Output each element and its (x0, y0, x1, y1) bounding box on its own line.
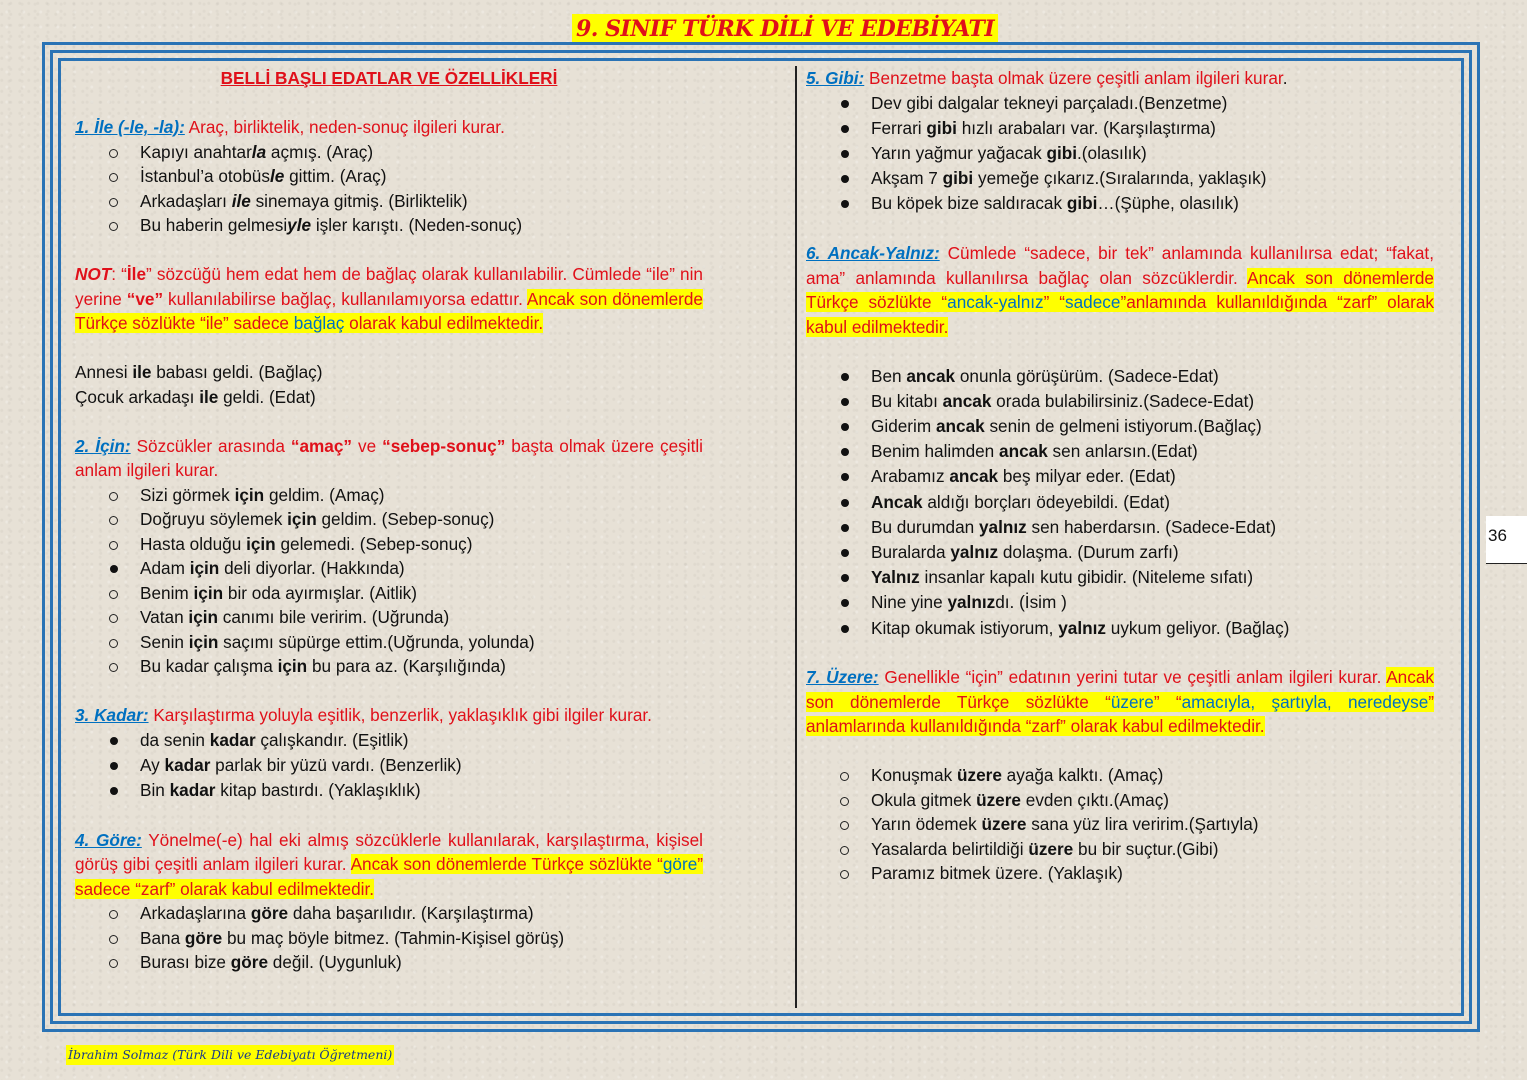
list-item: Ferrari gibi hızlı arabaları var. (Karşılaştırma) (806, 116, 1434, 141)
ile-examples (75, 140, 703, 238)
list-item: Kapıyı anahtarla açmış. (Araç) (75, 140, 703, 165)
page-title: 9. SINIF TÜRK DİLİ VE EDEBİYATI (572, 14, 998, 44)
ile-description: Araç, birliktelik, neden-sonuç ilgileri kurar. (184, 117, 505, 137)
ile-heading: 1. İle (-le, -la): (75, 117, 185, 137)
icin-definition: 2. İçin: Sözcükler arasında “amaç” ve “sebep-sonuç” başta olmak üzere çeşitli anlam ilgileri kurar. (75, 435, 703, 480)
list-item: Vatan için canımı bile veririm. (Uğrunda) (75, 605, 703, 630)
gore-examples (75, 901, 703, 975)
list-item: Arkadaşlarına göre daha başarılıdır. (Karşılaştırma) (75, 901, 703, 926)
author-footer: İbrahim Solmaz (Türk Dili ve Edebiyatı Öğretmeni) (66, 1045, 394, 1065)
uzere-heading: 7. Üzere: (806, 667, 879, 688)
list-item: Akşam 7 gibi yemeğe çıkarız.(Sıralarında, yaklaşık) (806, 166, 1434, 191)
list-item: Benim halimden ancak sen anlarsın.(Edat) (806, 439, 1434, 464)
list-item: Ancak aldığı borçları ödeyebildi. (Edat) (806, 490, 1434, 515)
list-item: Giderim ancak senin de gelmeni istiyorum.(Bağlaç) (806, 414, 1434, 439)
icin-heading: 2. İçin: (75, 435, 131, 456)
ancak-yalniz-definition: 6. Ancak-Yalnız: Cümlede “sadece, bir tek” anlamında kullanılırsa edat; “fakat, ama” anlamında kullanılırsa bağlaç olan sözcüklerdir. Ancak son dönemlerde Türkçe sözlükte “ancak-yalnız” “sadece”anlamında kullanıldığında “zarf” olarak kabul edilmektedir. (806, 243, 1434, 337)
kadar-definition: 3. Kadar: Karşılaştırma yoluyla eşitlik, benzerlik, yaklaşıklık gibi ilgiler kurar. (75, 705, 652, 725)
list-item: Bu köpek bize saldıracak gibi…(Şüphe, olasılık) (806, 191, 1434, 216)
list-item: Nine yine yalnızdı. (İsim ) (806, 590, 1434, 615)
list-item: Kitap okumak istiyorum, yalnız uykum geliyor. (Bağlaç) (806, 616, 1434, 641)
uzere-definition: 7. Üzere: Genellikle “için” edatının yerini tutar ve çeşitli anlam ilgileri kurar. Ancak son dönemlerde Türkçe sözlükte “üzere” “amacıyla, şartıyla, neredeyse” anlamlarında kullanıldığında “zarf” olarak kabul edilmektedir. (806, 667, 1434, 737)
list-item: Bu kitabı ancak orada bulabilirsiniz.(Sadece-Edat) (806, 389, 1434, 414)
ile-definition (75, 115, 703, 140)
page-number: 36 (1486, 516, 1527, 564)
note-label: NOT (75, 264, 112, 284)
list-item: Dev gibi dalgalar tekneyi parçaladı.(Benzetme) (806, 91, 1434, 116)
list-item: Yasalarda belirtildiği üzere bu bir suçtur.(Gibi) (806, 837, 1434, 862)
list-item: Konuşmak üzere ayağa kalktı. (Amaç) (806, 763, 1434, 788)
plain-example: Çocuk arkadaşı ile geldi. (Edat) (75, 386, 316, 407)
icin-examples (75, 483, 703, 679)
list-item: Doğruyu söylemek için geldim. (Sebep-sonuç) (75, 507, 703, 532)
uzere-examples (806, 763, 1434, 886)
ancak-yalniz-examples (806, 364, 1434, 641)
list-item: Yarın yağmur yağacak gibi.(olasılık) (806, 141, 1434, 166)
list-item: da senin kadar çalışkandır. (Eşitlik) (75, 728, 703, 753)
list-item: Bu durumdan yalnız sen haberdarsın. (Sadece-Edat) (806, 515, 1434, 540)
list-item: Ben ancak onunla görüşürüm. (Sadece-Edat) (806, 364, 1434, 389)
gibi-heading: 5. Gibi: (806, 68, 865, 88)
list-item: Yalnız insanlar kapalı kutu gibidir. (Niteleme sıfatı) (806, 565, 1434, 590)
list-item: Hasta olduğu için gelemedi. (Sebep-sonuç) (75, 532, 703, 557)
list-item: Sizi görmek için geldim. (Amaç) (75, 483, 703, 508)
list-item: Buralarda yalnız dolaşma. (Durum zarfı) (806, 540, 1434, 565)
gibi-definition: 5. Gibi: Benzetme başta olmak üzere çeşitli anlam ilgileri kurar. (806, 68, 1288, 88)
list-item: Bana göre bu maç böyle bitmez. (Tahmin-Kişisel görüş) (75, 926, 703, 951)
gore-heading: 4. Göre: (75, 829, 142, 850)
list-item: Arkadaşları ile sinemaya gitmiş. (Birliktelik) (75, 189, 703, 214)
kadar-heading: 3. Kadar: (75, 705, 149, 725)
list-item: Bu kadar çalışma için bu para az. (Karşılığında) (75, 654, 703, 679)
plain-example: Annesi ile babası geldi. (Bağlaç) (75, 362, 323, 382)
left-column (75, 66, 703, 975)
list-item: Okula gitmek üzere evden çıktı.(Amaç) (806, 788, 1434, 813)
list-item: Senin için saçımı süpürge ettim.(Uğrunda, yolunda) (75, 630, 703, 655)
list-item: Burası bize göre değil. (Uygunluk) (75, 950, 703, 975)
list-item: Yarın ödemek üzere sana yüz lira veririm.(Şartıyla) (806, 812, 1434, 837)
list-item: Bu haberin gelmesiyle işler karıştı. (Neden-sonuç) (75, 213, 703, 238)
gore-definition: 4. Göre: Yönelme(-e) hal eki almış sözcüklerle kullanılarak, karşılaştırma, kişisel görüş gibi çeşitli anlam ilgileri kurar. Ancak son dönemlerde Türkçe sözlükte “göre” sadece “zarf” olarak kabul edilmektedir. (75, 829, 703, 899)
list-item: Bin kadar kitap bastırdı. (Yaklaşıklık) (75, 778, 703, 803)
list-item: İstanbul’a otobüsle gittim. (Araç) (75, 164, 703, 189)
list-item: Adam için deli diyorlar. (Hakkında) (75, 556, 703, 581)
list-item: Benim için bir oda ayırmışlar. (Aitlik) (75, 581, 703, 606)
list-item: Ay kadar parlak bir yüzü vardı. (Benzerlik) (75, 753, 703, 778)
gibi-examples (806, 91, 1434, 217)
list-item: Arabamız ancak beş milyar eder. (Edat) (806, 464, 1434, 489)
ile-note: NOT: “İle” sözcüğü hem edat hem de bağlaç olarak kullanılabilir. Cümlede “ile” nin yerine “ve” kullanılabilirse bağlaç, kullanılamıyorsa edattır. Ancak son dönemlerde Türkçe sözlükte “ile” sadece bağlaç olarak kabul edilmektedir. (75, 264, 703, 333)
kadar-examples (75, 728, 703, 804)
right-column (806, 66, 1434, 886)
column-divider (795, 66, 797, 1008)
list-item: Paramız bitmek üzere. (Yaklaşık) (806, 861, 1434, 886)
ancak-yalniz-heading: 6. Ancak-Yalnız: (806, 243, 940, 264)
section-heading: BELLİ BAŞLI EDATLAR VE ÖZELLİKLERİ (220, 68, 558, 88)
